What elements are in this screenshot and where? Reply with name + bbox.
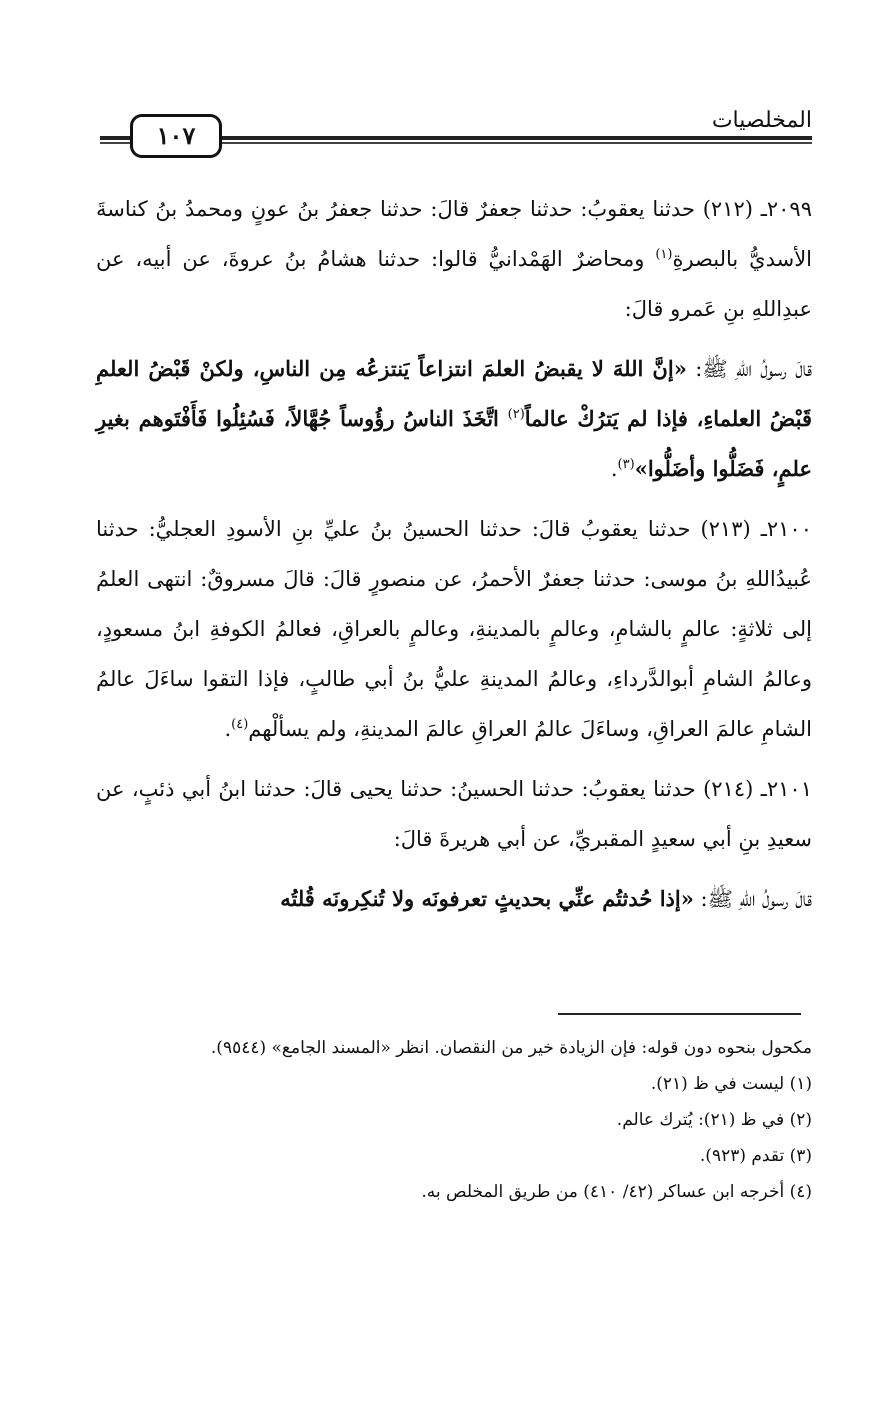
paragraph-line: ٢٠٩٩ـ (٢١٢) حدثنا يعقوبُ: حدثنا جعفرٌ قالَ: حدثنا جعفرُ بنُ [297,197,812,221]
footnote-2: (٢) في ظ (٢١): يُترك عالم. [616,1110,812,1130]
page-number: ١٠٧ [130,114,222,158]
paragraph-line: هشامُ بنُ عروةَ، عن أبيه، عن عبدِاللهِ بنِ عَمرو قالَ: [96,247,812,321]
footnote-ref: (٤) [231,717,249,732]
footnote-ref: (٢) [507,407,525,422]
paragraph-2101 [96,764,812,864]
hadith-text: اتَّخَذَ الناسُ رؤُوساً جُهَّالاً، فَسُئِلُوا فَأَفْتَوهم بغيرِ علمٍ، فَضَلُّوا وأضَلُّوا» [96,406,812,481]
hadith-intro: قالَ رسولُ اللهِ ﷺ: [686,357,812,381]
page-header [100,104,812,154]
main-text [96,184,812,934]
footnote-4: (٤) أخرجه ابن عساكر (٤٢/ ٤١٠) من طريق المخلص به. [421,1182,812,1202]
footnote-3: (٣) تقدم (٩٢٣). [699,1146,812,1166]
hadith-paragraph-1 [96,344,812,494]
hadith-text: «إنَّ اللهَ لا يقبضُ العلمَ انتزاعاً يَنتزعُه مِن الناسِ، ولكنْ قَبْضُ العلمِ قَبْضُ العلماءِ، فإذا لم يَترُكْ عالماً [96,356,813,431]
period: . [610,457,618,481]
paragraph-line: عونٍ ومحمدُ بنُ كناسةَ الأسديُّ بالبصرةِ [96,197,813,271]
footnote-ref: (١) [655,247,673,262]
footnote-continued: مكحول بنحوه دون قوله: فإن الزيادة خير من النقصان. انظر «المسند الجامع» (٩٥٤٤). [210,1038,812,1058]
footnote-1: (١) ليست في ظ (٢١). [650,1074,812,1094]
hadith-paragraph-2 [96,874,812,924]
paragraph-line: ومحاضرٌ الهَمْدانيُّ قالوا: حدثنا [377,247,656,271]
paragraph-text: ٢١٠١ـ (٢١٤) حدثنا يعقوبُ: حدثنا الحسينُ: حدثنا يحيى قالَ: حدثنا ابنُ أبي ذئبٍ، عن سعيدِ بنِ أبي سعيدٍ المقبريِّ، عن أبي هريرةَ قالَ: [96,777,812,851]
running-title: المخلصيات [711,108,812,133]
hadith-intro: قالَ رسولُ اللهِ ﷺ: [693,887,812,911]
period: . [224,717,232,741]
paragraph-2099 [96,184,812,334]
hadith-text: «إذا حُدثتُم عنِّي بحديثٍ تعرفونَه ولا تُنكِرونَه قُلتُه [280,886,694,911]
paragraph-2100 [96,504,812,754]
footnote-ref: (٣) [617,457,635,472]
footnotes [96,1030,812,1210]
footnote-separator [558,1013,801,1015]
paragraph-text: ٢١٠٠ـ (٢١٣) حدثنا يعقوبُ قالَ: حدثنا الحسينُ بنُ عليِّ بنِ الأسودِ العجليُّ: حدثنا عُبيدُاللهِ بنُ موسى: حدثنا جعفرٌ الأحمرُ، عن منصورٍ قالَ: قالَ مسروقٌ: انتهى العلمُ إلى ثلاثةٍ: عالمٍ بالشامِ، وعالمٍ بالمدينةِ، وعالمٍ بالعراقِ، فعالمُ الكوفةِ ابنُ مسعودٍ، وعالمُ الشامِ أبوالدَّرداءِ، وعالمُ المدينةِ عليُّ بنُ أبي طالبٍ، فإذا التقوا ساءَلَ عالمُ الشامِ عالمَ العراقِ، وساءَلَ عالمُ العراقِ عالمَ المدينةِ، ولم يسألْهم [96,517,812,741]
